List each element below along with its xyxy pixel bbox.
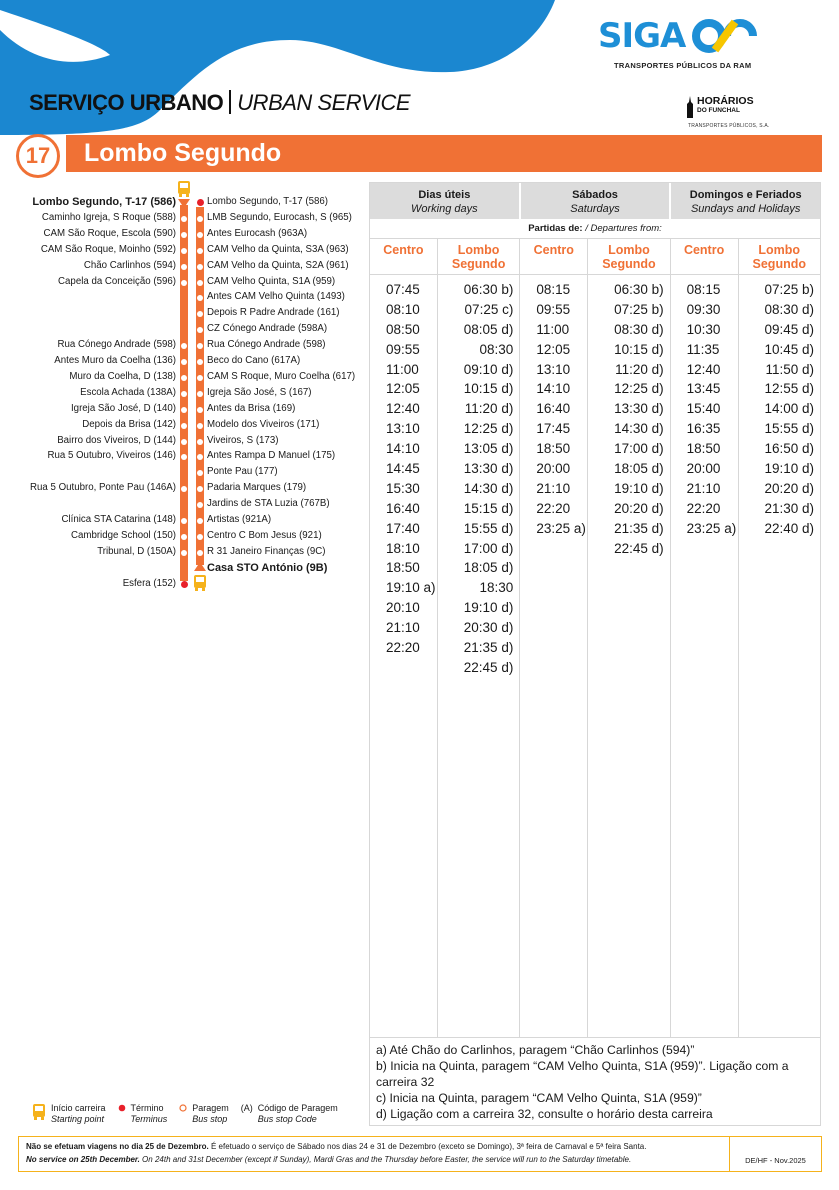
- departure-time: 11:00: [386, 361, 419, 377]
- timetable-day-groups: [370, 183, 820, 219]
- group-title-en: Saturdays: [570, 203, 620, 215]
- stop-inbound: Jardins de STA Luzia (767B): [207, 498, 330, 510]
- route-diagram: [0, 178, 365, 598]
- departure-time: 19:10 d): [614, 480, 664, 496]
- stop-outbound: Tribunal, D (150A): [97, 545, 176, 557]
- departure-time: 08:30 d): [614, 321, 664, 337]
- departure-time: 21:35 d): [614, 520, 664, 536]
- group-sundays-holidays: [671, 183, 820, 219]
- column-header: Lombo Segundo: [438, 239, 519, 275]
- timetable-columns: [370, 239, 820, 1037]
- stop-inbound: Depois R Padre Andrade (161): [207, 307, 340, 319]
- service-title-pt: SERVIÇO URBANO: [29, 90, 224, 115]
- stop-inbound: Ponte Pau (177): [207, 466, 278, 478]
- stop-inbound: Igreja São José, S (167): [207, 386, 312, 398]
- departure-time: 12:05: [536, 341, 571, 357]
- departure-time: 18:30: [479, 580, 514, 596]
- stop-outbound: CAM São Roque, Moinho (592): [40, 243, 176, 255]
- footer-pt-bold: Não se efetuam viagens no dia 25 de Dezembro.: [26, 1142, 209, 1151]
- departure-time: 10:30: [686, 321, 721, 337]
- stop-inbound: Rua Cónego Andrade (598): [207, 339, 326, 351]
- horarios-title: HORÁRIOS: [697, 95, 754, 107]
- column-header: Lombo Segundo: [588, 239, 669, 275]
- departure-time: 13:30 d): [614, 401, 664, 417]
- bus-stop-dot-icon: [181, 359, 187, 365]
- footer-notice: [18, 1136, 822, 1172]
- departures-label: [370, 219, 820, 239]
- legend-stop-pt: Paragem: [192, 1103, 229, 1113]
- bus-stop-dot-icon: [181, 216, 187, 222]
- timetable-column: [588, 239, 670, 1037]
- departure-time: 21:30 d): [764, 500, 814, 516]
- stop-inbound: CAM Velho da Quinta, S3A (963): [207, 243, 349, 255]
- departure-time: 22:40 d): [764, 520, 814, 536]
- stop-inbound: CAM S Roque, Muro Coelha (617): [207, 370, 356, 382]
- bus-icon: [32, 1103, 46, 1121]
- stop-outbound: Rua 5 Outubro, Ponte Pau (146A): [30, 482, 176, 494]
- departure-time: 17:45: [536, 421, 571, 437]
- departure-time: 08:05 d): [463, 321, 514, 337]
- stop-outbound: Chão Carlinhos (594): [83, 259, 176, 271]
- departures-label-en: / Departures from:: [585, 223, 662, 234]
- departure-time: 08:50: [386, 321, 420, 337]
- legend-start-pt: Início carreira: [51, 1103, 106, 1113]
- bus-stop-dot-icon: [197, 232, 203, 238]
- stop-inbound: CAM Velho da Quinta, S2A (961): [207, 259, 349, 271]
- departure-time: 13:10: [386, 421, 420, 437]
- departure-time: 15:40: [686, 401, 721, 417]
- departure-time: 09:10 d): [463, 361, 514, 377]
- siga-logo: [598, 16, 757, 56]
- departure-time: 08:15: [686, 282, 721, 297]
- group-title-en: Sundays and Holidays: [690, 203, 801, 215]
- departure-time: 18:50: [386, 560, 420, 576]
- departure-time: 15:55 d): [463, 520, 514, 536]
- bus-stop-dot-icon: [197, 423, 203, 429]
- departure-time: 13:45: [686, 381, 721, 397]
- timetable-column: [438, 239, 520, 1037]
- legend-start-en: Starting point: [51, 1114, 105, 1124]
- timetable-notes: [369, 1038, 821, 1126]
- departure-time: 17:40: [386, 520, 420, 536]
- departure-time: 21:10: [386, 620, 420, 636]
- stop-inbound: Modelo dos Viveiros (171): [207, 418, 320, 430]
- departure-time: 18:50: [536, 441, 571, 457]
- bus-stop-dot-icon: [181, 375, 187, 381]
- departure-time: 11:20 d): [464, 401, 514, 417]
- departure-time: 15:15 d): [463, 500, 514, 516]
- departure-time: 09:45 d): [764, 321, 814, 337]
- departure-time: 07:25 b): [614, 301, 664, 317]
- departure-time: 09:55: [386, 341, 420, 357]
- stop-outbound: Lombo Segundo, T-17 (586): [32, 196, 176, 208]
- column-header: Lombo Segundo: [739, 239, 820, 275]
- departure-time: 13:30 d): [463, 461, 514, 477]
- note-item: c) Inicia na Quinta, paragem “CAM Velho Quinta, S1A (959)”: [376, 1091, 702, 1105]
- bus-icon: [177, 180, 191, 198]
- stop-outbound: Rua Cónego Andrade (598): [57, 339, 176, 351]
- bus-stop-dot-icon: [181, 423, 187, 429]
- stop-code-symbol: (A): [240, 1103, 253, 1113]
- group-title-en: Working days: [411, 203, 478, 215]
- departure-time: 20:00: [536, 461, 571, 477]
- departure-time: 18:05 d): [614, 461, 664, 477]
- departure-time: 15:30: [386, 480, 420, 496]
- departure-time: 13:10: [536, 361, 571, 377]
- departure-time: 22:45 d): [463, 659, 514, 675]
- service-title-en: URBAN SERVICE: [237, 90, 411, 115]
- departure-time: 23:25 a): [536, 520, 586, 536]
- departure-time: 14:30 d): [463, 480, 514, 496]
- departure-time: 16:50 d): [764, 441, 814, 457]
- route-number-badge: 17: [16, 134, 60, 178]
- departure-time: 12:55 d): [764, 381, 814, 397]
- siga-emblem-icon: [691, 18, 757, 54]
- stop-outbound: Antes Muro da Coelha (136): [54, 355, 176, 366]
- departure-time: 21:35 d): [463, 640, 514, 656]
- legend-terminus: [118, 1103, 168, 1125]
- departure-time: 19:10 a): [386, 580, 436, 596]
- bus-stop-dot-icon: [197, 391, 203, 397]
- stop-outbound: Clínica STA Catarina (148): [61, 514, 176, 525]
- start-triangle-icon: [178, 199, 190, 208]
- note-item: a) Até Chão do Carlinhos, paragem “Chão Carlinhos (594)”: [376, 1043, 695, 1057]
- end-triangle-icon: [194, 562, 206, 571]
- stop-inbound: Antes Rampa D Manuel (175): [207, 450, 336, 462]
- departure-time: 18:10: [386, 540, 420, 556]
- departure-time: 23:25 a): [686, 520, 737, 536]
- route-line-inbound: [196, 207, 204, 565]
- departure-time: 13:05 d): [463, 441, 514, 457]
- bus-stop-dot-icon: [181, 439, 187, 445]
- group-title-pt: Sábados: [572, 189, 618, 201]
- departure-time: 21:10: [686, 480, 721, 496]
- departure-time: 16:40: [386, 500, 420, 516]
- departure-time: 14:10: [386, 441, 420, 457]
- document-code: DE/HF - Nov.2025: [745, 1156, 806, 1165]
- stop-outbound: Rua 5 Outubro, Viveiros (146): [47, 450, 176, 462]
- footer-pt-rest: É efetuado o serviço de Sábado nos dias 24 e 31 de Dezembro (exceto se Domingo), 3ª feira de Carnaval e 5ª feira Santa.: [208, 1142, 647, 1151]
- bus-stop-dot-icon: [197, 439, 203, 445]
- siga-subtitle: TRANSPORTES PÚBLICOS DA RAM: [614, 61, 752, 70]
- stop-inbound: Centro C Bom Jesus (921): [207, 529, 322, 541]
- departure-time: 08:10: [386, 301, 420, 317]
- route-name: Lombo Segundo: [84, 139, 282, 167]
- departure-time: 20:20 d): [614, 500, 664, 516]
- terminus-dot-icon: [118, 1103, 126, 1113]
- group-title-pt: Dias úteis: [418, 189, 471, 201]
- bus-stop-dot-icon: [181, 391, 187, 397]
- legend-terminus-en: Terminus: [130, 1114, 168, 1124]
- bus-stop-dot-icon: [181, 534, 187, 540]
- stop-outbound: Cambridge School (150): [70, 529, 176, 541]
- title-separator: [229, 90, 231, 114]
- stop-inbound: Artistas (921A): [207, 514, 272, 525]
- stop-inbound: CZ Cónego Andrade (598A): [207, 323, 328, 335]
- departure-time: 08:30 d): [764, 301, 814, 317]
- legend: [32, 1103, 350, 1125]
- departure-time: 14:00 d): [764, 401, 814, 417]
- departure-time: 12:40: [386, 401, 420, 417]
- legend-code-en: Bus stop Code: [257, 1114, 317, 1124]
- horarios-subtitle: DO FUNCHAL: [697, 107, 740, 114]
- stop-inbound: Antes CAM Velho Quinta (1493): [207, 291, 345, 303]
- bus-stop-dot-icon: [181, 280, 187, 286]
- departure-time: 11:20 d): [615, 361, 664, 377]
- departure-time: 16:35: [686, 421, 721, 437]
- stop-outbound: Escola Achada (138A): [80, 386, 176, 398]
- column-header: Centro: [370, 239, 437, 275]
- stop-outbound: Capela da Conceição (596): [58, 275, 176, 287]
- stop-outbound: Bairro dos Viveiros, D (144): [57, 434, 176, 446]
- stop-inbound: Viveiros, S (173): [207, 434, 279, 446]
- departure-time: 06:30 b): [463, 282, 514, 297]
- stop-inbound: Beco do Cano (617A): [207, 355, 301, 366]
- timetable-column: [520, 239, 588, 1037]
- departure-time: 12:25 d): [614, 381, 664, 397]
- operator-subtitle: TRANSPORTES PÚBLICOS, S.A.: [688, 123, 770, 129]
- stop-inbound: R 31 Janeiro Finanças (9C): [207, 545, 326, 557]
- bus-stop-dot-icon: [197, 407, 203, 413]
- departure-time: 12:05: [386, 381, 420, 397]
- group-working-days: [370, 183, 521, 219]
- departure-time: 14:10: [536, 381, 571, 397]
- service-title: [29, 90, 410, 116]
- legend-code-pt: Código de Paragem: [257, 1103, 338, 1113]
- departure-time: 20:20 d): [764, 480, 814, 496]
- timetable-column: [370, 239, 438, 1037]
- stop-inbound: CAM Velho Quinta, S1A (959): [207, 275, 336, 287]
- stop-inbound: Padaria Marques (179): [207, 482, 307, 494]
- note-item: d) Ligação com a carreira 32, consulte o horário desta carreira: [376, 1107, 713, 1121]
- departure-time: 22:20: [386, 640, 420, 656]
- bus-stop-circle-icon: [179, 1103, 187, 1113]
- tower-icon: [686, 96, 694, 118]
- horarios-logo: [686, 96, 754, 118]
- bus-stop-dot-icon: [181, 518, 187, 524]
- departure-time: 12:25 d): [463, 421, 514, 437]
- departure-time: 14:45: [386, 461, 420, 477]
- siga-brand-text: SIGA: [598, 16, 686, 56]
- footer-en-bold: No service on 25th December.: [26, 1155, 140, 1164]
- departure-time: 17:00 d): [463, 540, 514, 556]
- terminus-dot-icon: [181, 581, 188, 588]
- column-header: Centro: [671, 239, 738, 275]
- departure-time: 07:25 c): [464, 301, 514, 317]
- bus-stop-dot-icon: [197, 534, 203, 540]
- stop-inbound: Antes da Brisa (169): [207, 402, 296, 414]
- departure-time: 11:50 d): [765, 361, 814, 377]
- departure-time: 14:30 d): [614, 421, 664, 437]
- stop-inbound: Lombo Segundo, T-17 (586): [207, 196, 328, 207]
- bus-icon: [193, 574, 207, 592]
- departure-time: 10:15 d): [463, 381, 514, 397]
- timetable-column: [739, 239, 820, 1037]
- timetable-column: [671, 239, 739, 1037]
- stop-inbound: LMB Segundo, Eurocash, S (965): [207, 211, 352, 223]
- departure-time: 20:00: [686, 461, 721, 477]
- departure-time: 09:55: [536, 301, 571, 317]
- departure-time: 10:15 d): [614, 341, 664, 357]
- stop-inbound: Antes Eurocash (963A): [207, 227, 308, 239]
- legend-stop-en: Bus stop: [192, 1114, 228, 1124]
- departure-time: 17:00 d): [614, 441, 664, 457]
- departure-time: 07:25 b): [764, 282, 814, 297]
- bus-stop-dot-icon: [197, 264, 203, 270]
- bus-stop-dot-icon: [197, 216, 203, 222]
- departure-time: 10:45 d): [764, 341, 814, 357]
- departure-time: 18:50: [686, 441, 721, 457]
- timetable: [369, 182, 821, 1038]
- stop-outbound: Depois da Brisa (142): [82, 418, 176, 430]
- departure-time: 11:35: [686, 341, 720, 357]
- bus-stop-dot-icon: [197, 280, 203, 286]
- departure-time: 19:10 d): [463, 600, 514, 616]
- footer-en-rest: On 24th and 31st December (except if Sunday), Mardi Gras and the Thursday before Easter, the service will run to the Saturday timetable.: [139, 1155, 632, 1164]
- departure-time: 19:10 d): [764, 461, 814, 477]
- bus-stop-dot-icon: [181, 232, 187, 238]
- terminus-dot-icon: [197, 199, 204, 206]
- bus-stop-dot-icon: [181, 407, 187, 413]
- stop-outbound: Muro da Coelha, D (138): [69, 370, 176, 382]
- legend-start: [32, 1103, 106, 1125]
- stop-outbound: Esfera (152): [122, 577, 176, 589]
- departure-time: 20:30 d): [463, 620, 514, 636]
- legend-bus-stop: [179, 1103, 229, 1125]
- departure-time: 16:40: [536, 401, 571, 417]
- departure-time: 06:30 b): [614, 282, 664, 297]
- stop-outbound: CAM São Roque, Escola (590): [43, 227, 176, 239]
- bus-stop-dot-icon: [197, 518, 203, 524]
- footer-text: [19, 1137, 730, 1171]
- departures-label-pt: Partidas de:: [528, 223, 583, 234]
- departure-time: 18:05 d): [463, 560, 514, 576]
- departure-time: 22:45 d): [614, 540, 664, 556]
- departure-time: 08:30: [479, 341, 514, 357]
- bus-stop-dot-icon: [197, 375, 203, 381]
- departure-time: 22:20: [686, 500, 721, 516]
- stop-outbound: Caminho Igreja, S Roque (588): [41, 211, 176, 223]
- group-title-pt: Domingos e Feriados: [689, 189, 802, 201]
- bus-stop-dot-icon: [197, 359, 203, 365]
- departure-time: 21:10: [536, 480, 571, 496]
- stop-inbound: Casa STO António (9B): [207, 561, 328, 574]
- stop-outbound: Igreja São José, D (140): [70, 402, 176, 414]
- column-header: Centro: [520, 239, 587, 275]
- note-item: b) Inicia na Quinta, paragem “CAM Velho Quinta, S1A (959)”. Ligação com a carreira 32: [376, 1059, 789, 1089]
- departure-time: 20:10: [386, 600, 420, 616]
- legend-terminus-pt: Término: [130, 1103, 164, 1113]
- group-saturdays: [521, 183, 672, 219]
- bus-stop-dot-icon: [197, 550, 203, 556]
- departure-time: 12:40: [686, 361, 721, 377]
- bus-stop-dot-icon: [181, 264, 187, 270]
- bus-stop-dot-icon: [197, 248, 203, 254]
- bus-stop-dot-icon: [181, 550, 187, 556]
- departure-time: 07:45: [386, 282, 420, 297]
- departure-time: 11:00: [536, 321, 570, 337]
- legend-stop-code: [241, 1103, 338, 1125]
- departure-time: 22:20: [536, 500, 571, 516]
- departure-time: 08:15: [536, 282, 571, 297]
- bus-stop-dot-icon: [181, 248, 187, 254]
- departure-time: 15:55 d): [764, 421, 814, 437]
- departure-time: 09:30: [686, 301, 721, 317]
